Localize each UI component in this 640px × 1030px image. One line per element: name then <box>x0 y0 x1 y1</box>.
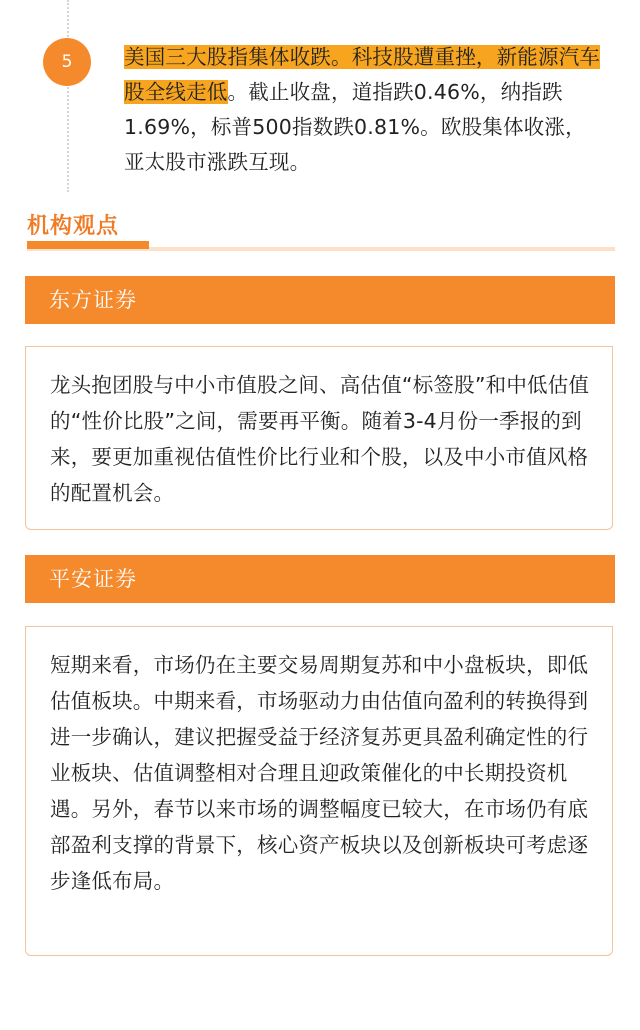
news-number: 5 <box>61 52 73 72</box>
opinion-text: 短期来看，市场仍在主要交易周期复苏和中小盘板块，即低估值板块。中期来看，市场驱动力由估值向盈利的转换得到进一步确认，建议把握受益于经济复苏更具盈利确定性的行业板块、估值调整相对合理且迎政策催化的中长期投资机遇。另外，春节以来市场的调整幅度已较大，在市场仍有底部盈利支撑的背景下，核心资产板块以及创新板块可考虑逐步逢低布局。 <box>50 653 589 893</box>
opinion-institution-name: 东方证券 <box>49 288 137 312</box>
opinion-card-dongfang <box>25 346 613 530</box>
section-title-underline-accent <box>27 241 149 249</box>
opinion-institution-name: 平安证券 <box>49 567 137 591</box>
opinion-text: 龙头抱团股与中小市值股之间、高估值“标签股”和中低估值的“性价比股”之间，需要再平衡。随着3-4月份一季报的到来，要更加重视估值性价比行业和个股，以及中小市值风格的配置机会。 <box>50 373 590 505</box>
news-item-text <box>124 40 606 180</box>
news-body: 。截止收盘，道指跌0.46%，纳指跌1.69%，标普500指数跌0.81%。欧股集体收涨，亚太股市涨跌互现。 <box>124 80 586 174</box>
timeline-dotted-line <box>67 0 69 192</box>
news-highlight: 美国三大股指集体收跌。科技股遭重挫，新能源汽车股全线走低 <box>124 45 601 104</box>
news-number-badge <box>43 38 91 86</box>
section-title: 机构观点 <box>27 214 120 239</box>
opinion-card-header-pingan <box>25 555 615 603</box>
opinion-card-pingan <box>25 626 613 956</box>
opinion-card-header-dongfang <box>25 276 615 324</box>
